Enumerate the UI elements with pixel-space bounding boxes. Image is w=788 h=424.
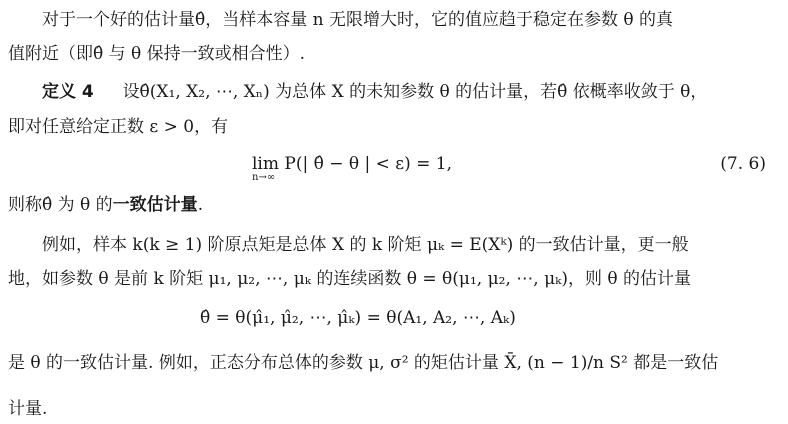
term-consistent-estimator: 一致估计量 <box>112 195 198 215</box>
definition-conclusion <box>0 193 788 217</box>
definition-line2: 即对任意给定正数 ε > 0，有 <box>8 117 229 137</box>
equation-number: (7. 6) <box>720 154 766 174</box>
equation-7-6: lim P(| θ̂ − θ | < ε) = 1, <box>252 154 453 174</box>
example-line4: 计量. <box>8 399 48 419</box>
definition-line1 <box>0 80 788 104</box>
paragraph1-line1: 对于一个好的估计量θ̂，当样本容量 n 无限增大时，它的值应趋于稳定在参数 θ 的真 <box>42 10 674 30</box>
conclusion-text: 则称θ̂ 为 θ 的 <box>8 195 113 215</box>
paragraph1-line2: 值附近（即θ̂ 与 θ 保持一致或相合性）. <box>8 44 306 64</box>
lim-subscript: n→∞ <box>252 172 276 183</box>
example-line1: 例如，样本 k(k ≥ 1) 阶原点矩是总体 X 的 k 阶矩 μₖ = E(Xᵏ) 的一致估计量，更一般 <box>42 235 689 255</box>
conclusion-end: . <box>197 195 204 215</box>
example-line2: 地，如参数 θ 是前 k 阶矩 μ₁, μ₂, ⋯, μₖ 的连续函数 θ = θ(μ₁, μ₂, ⋯, μₖ)，则 θ 的估计量 <box>8 269 691 289</box>
definition-text: 设θ̂(X₁, X₂, ⋯, Xₙ) 为总体 X 的未知参数 θ 的估计量，若θ̂ 依概率收敛于 θ， <box>122 82 708 102</box>
definition-label: 定义 4 <box>42 82 94 102</box>
example-line3: 是 θ 的一致估计量. 例如，正态分布总体的参数 μ, σ² 的矩估计量 X̄, (n − 1)/n S² 都是一致估 <box>8 353 719 373</box>
estimator-formula: θ̂ = θ(μ̂₁, μ̂₂, ⋯, μ̂ₖ) = θ(A₁, A₂, ⋯, Aₖ) <box>200 308 516 328</box>
